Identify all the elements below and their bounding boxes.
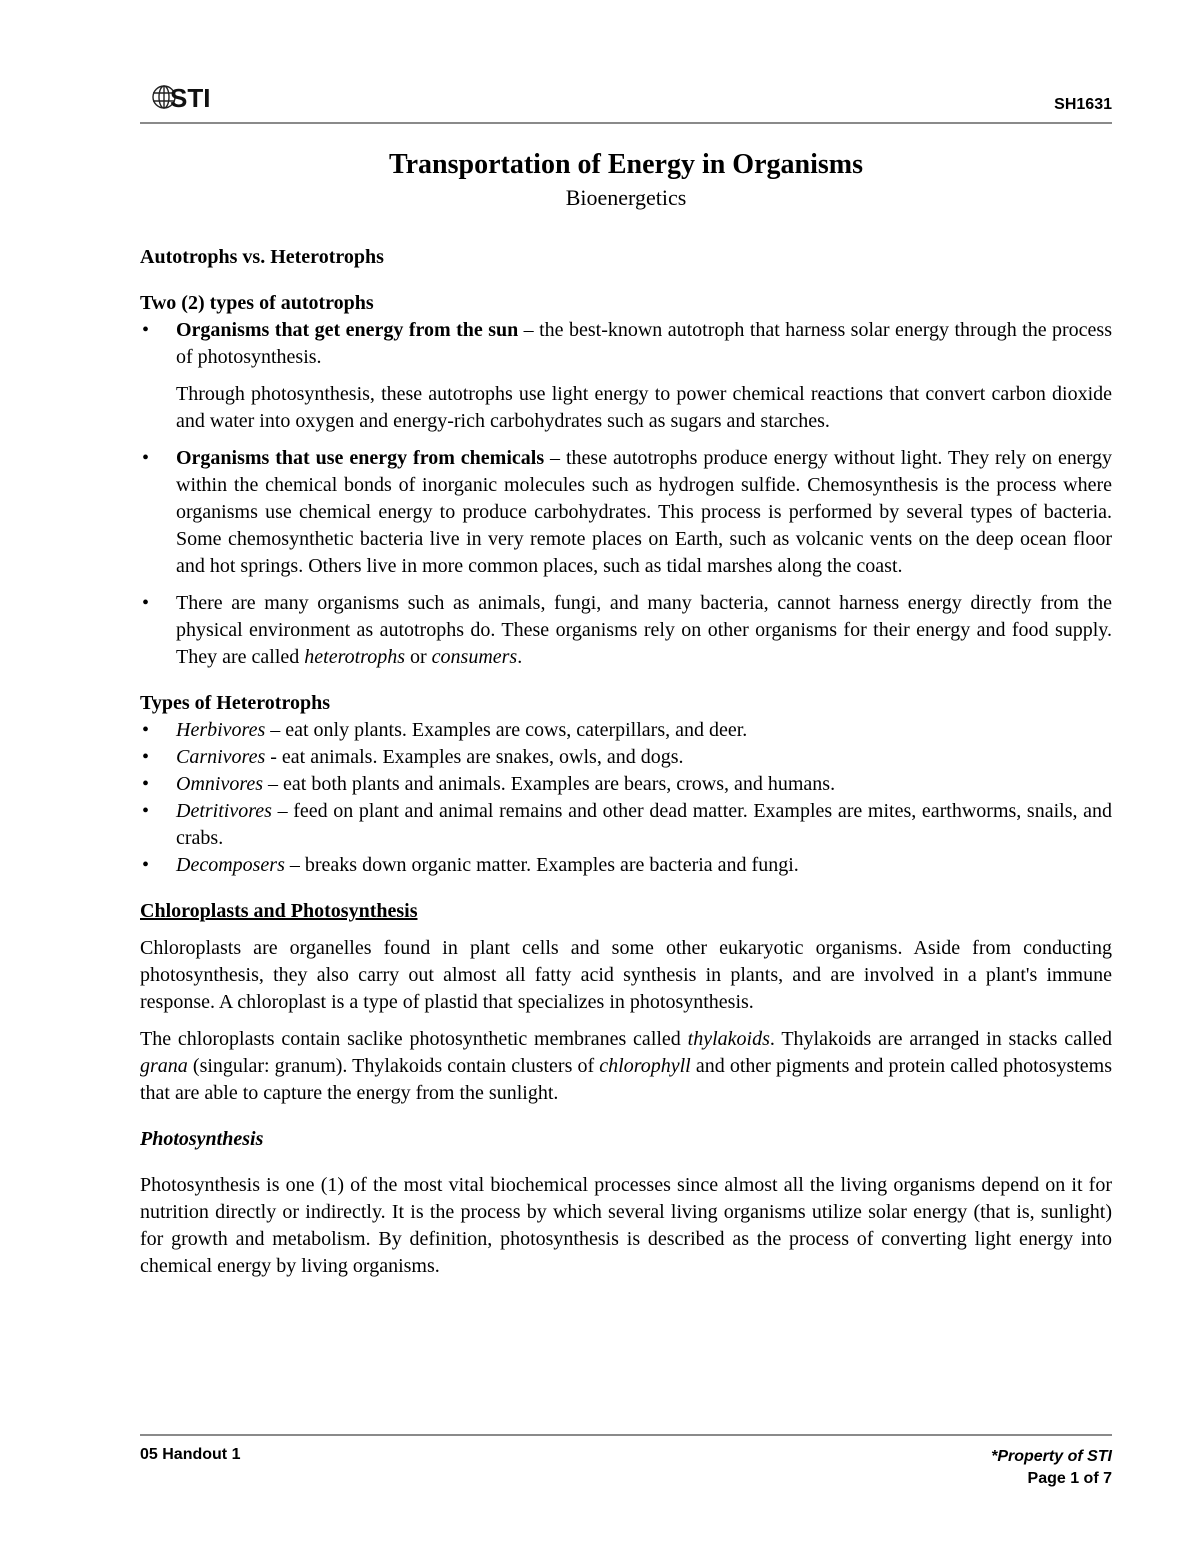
paragraph: The chloroplasts contain saclike photosynthetic membranes called thylakoids. Thylakoids are arranged in stacks called grana (singular: granum). Thylakoids contain clusters of chlorophyll and other pigments and protein called photosystems that are able to capture the energy from the sunlight. <box>140 1028 1113 1104</box>
item-text: – eat both plants and animals. Examples are bears, crows, and humans. <box>263 773 836 795</box>
header-divider <box>140 122 1112 124</box>
list-item <box>140 590 1112 671</box>
item-text: - eat animals. Examples are snakes, owls, and dogs. <box>265 746 684 768</box>
page-subtitle: Bioenergetics <box>565 185 687 210</box>
main-content <box>140 138 1112 1280</box>
item-text: – breaks down organic matter. Examples are bacteria and fungi. <box>284 854 799 876</box>
paragraph: Chloroplasts are organelles found in plant cells and some other eukaryotic organisms. Aside from conducting photosynthesis, they also carry out almost all fatty acid synthesis in plants, and are involved in a plant's immune response. A chloroplast is a type of plastid that specializes in photosynthesis. <box>140 937 1112 1013</box>
sti-logo <box>150 80 224 114</box>
item-text: or <box>405 646 432 668</box>
italic-term: consumers <box>431 646 518 668</box>
italic-term: Detritivores <box>176 800 272 822</box>
heterotroph-list <box>140 717 1112 879</box>
item-title: Organisms that get energy from the sun <box>176 319 519 341</box>
italic-term: heterotrophs <box>304 646 405 668</box>
footer-right <box>991 1446 1112 1490</box>
footer-property: *Property of STI <box>991 1448 1112 1465</box>
italic-term: Herbivores <box>176 719 266 741</box>
italic-term: thylakoids <box>687 1028 770 1050</box>
autotroph-list <box>140 317 1112 671</box>
section-heading-photosynthesis: Photosynthesis <box>140 1128 264 1150</box>
item-text: – the best-known autotroph that harness solar energy through the process of photosynthesis. <box>176 319 1112 368</box>
document-code: SH1631 <box>1054 96 1112 113</box>
page-header <box>140 78 1112 124</box>
paragraph: Through photosynthesis, these autotrophs use light energy to power chemical reactions that convert carbon dioxide and water into oxygen and energy-rich carbohydrates such as sugars and starches. <box>176 383 1112 432</box>
item-text: – feed on plant and animal remains and other dead matter. Examples are mites, earthworms, snails, and crabs. <box>176 800 1112 849</box>
item-text: – eat only plants. Examples are cows, caterpillars, and deer. <box>265 719 748 741</box>
item-text: . <box>517 646 523 668</box>
list-item <box>140 744 1112 771</box>
list-item <box>140 798 1112 852</box>
list-item <box>140 717 1112 744</box>
list-item <box>140 317 1112 435</box>
item-text: – these autotrophs produce energy without light. They rely on energy within the chemical bonds of inorganic molecules such as hydrogen sulfide. Chemosynthesis is the process where organisms use chemical energy to produce carbohydrates. This process is performed by several types of bacteria. Some chemosynthetic bacteria live in very remote places on Earth, such as volcanic vents on the deep ocean floor and hot springs. Others live in more common places, such as tidal marshes along the coast. <box>176 447 1113 577</box>
globe-icon <box>150 80 224 114</box>
italic-term: Decomposers <box>176 854 285 876</box>
italic-term: Omnivores <box>176 773 264 795</box>
footer-divider <box>140 1434 1112 1436</box>
italic-term: Carnivores <box>176 746 266 768</box>
logo-text: STI <box>170 83 211 113</box>
item-title: Organisms that use energy from chemicals <box>176 447 545 469</box>
italic-term: chlorophyll <box>599 1055 691 1077</box>
page-title: Transportation of Energy in Organisms <box>389 149 863 180</box>
section-heading-autotrophs: Autotrophs vs. Heterotrophs <box>140 246 384 268</box>
italic-term: grana <box>140 1055 188 1077</box>
list-item <box>140 771 1112 798</box>
section-heading-chloroplasts: Chloroplasts and Photosynthesis <box>140 900 418 922</box>
list-item <box>140 852 1112 879</box>
footer-page-number: Page 1 of 7 <box>1027 1470 1112 1487</box>
item-text: There are many organisms such as animals, fungi, and many bacteria, cannot harness energy directly from the physical environment as autotrophs do. These organisms rely on other organisms for their energy and food supply. They are called <box>176 592 1112 668</box>
subheading-autotroph-types: Two (2) types of autotrophs <box>140 292 374 314</box>
footer-handout-label: 05 Handout 1 <box>140 1446 241 1463</box>
paragraph: Photosynthesis is one (1) of the most vital biochemical processes since almost all the living organisms depend on it for nutrition directly or indirectly. It is the process by which several living organisms utilize solar energy (that is, sunlight) for growth and metabolism. By definition, photosynthesis is described as the process of converting light energy into chemical energy by living organisms. <box>140 1174 1112 1277</box>
section-heading-heterotrophs: Types of Heterotrophs <box>140 692 330 714</box>
list-item <box>140 445 1112 580</box>
